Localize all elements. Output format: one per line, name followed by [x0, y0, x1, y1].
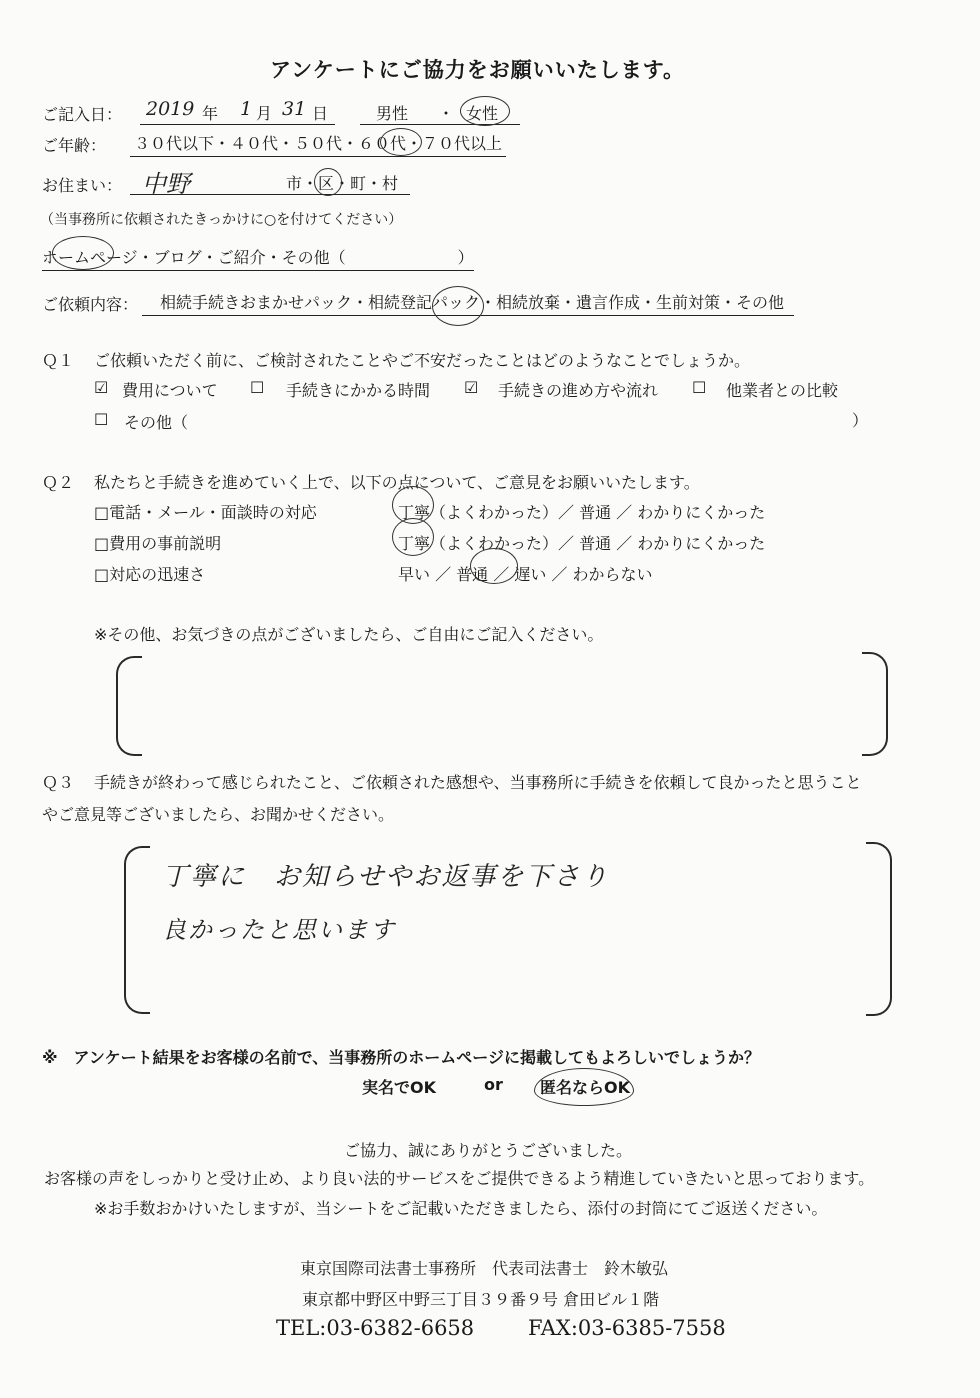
- date-label: ご記入日：: [42, 105, 123, 124]
- q3-answer-line2[interactable]: 良かったと思います: [162, 916, 396, 944]
- gender-male: 男性: [376, 104, 409, 123]
- office-fax: FAX:03-6385-7558: [528, 1316, 726, 1340]
- q3-answer-box-right[interactable]: [866, 842, 892, 1016]
- return-note: ※お手数おかけいたしますが、当シートをご記載いただきましたら、添付の封筒にてご返送ください。: [94, 1199, 828, 1218]
- q1-question: ご依頼いただく前に、ご検討されたことやご不安だったことはどのようなことでしょうか。: [94, 351, 751, 370]
- q1-opt5-label: その他（: [124, 413, 189, 432]
- q1-opt5-close-paren: ）: [852, 411, 869, 430]
- q2-row2-label: □費用の事前説明: [94, 534, 222, 553]
- gender-female: 女性: [466, 104, 499, 123]
- date-month: 1: [240, 98, 253, 120]
- q2-row1-label: □電話・メール・面談時の対応: [94, 503, 317, 522]
- q1-opt5-checkbox[interactable]: ☐: [94, 410, 109, 429]
- age-60s-circle: [380, 128, 422, 156]
- q2-comment-box-right[interactable]: [862, 652, 888, 756]
- date-day: 31: [282, 98, 307, 120]
- age-label: ご年齢：: [42, 136, 107, 155]
- q1-opt4-checkbox[interactable]: ☐: [692, 378, 707, 397]
- q1-opt2-label: 手続きにかかる時間: [286, 381, 431, 400]
- page-title: アンケートにご協力をお願いいたします。: [270, 58, 686, 82]
- q2-row2-circle: [392, 518, 434, 556]
- office-address: 東京都中野区中野三丁目３９番９号 倉田ビル１階: [302, 1290, 660, 1309]
- office-name: 東京国際司法書士事務所 代表司法書士 鈴木敏弘: [300, 1259, 669, 1278]
- thanks-text: ご協力、誠にありがとうございました。: [344, 1141, 633, 1160]
- request-registration-circle: [432, 286, 484, 326]
- address-units: 市・区・町・村: [286, 174, 399, 193]
- q2-other-note: ※その他、お気づきの点がございましたら、ご自由にご記入ください。: [94, 625, 604, 644]
- address-value: 中野: [142, 170, 190, 198]
- date-month-unit: 月: [256, 104, 273, 123]
- address-ward-circle: [314, 168, 342, 196]
- q2-row3-options: 早い ／ 普通 ／ 遅い ／ わからない: [398, 565, 653, 584]
- q1-opt4-label: 他業者との比較: [726, 381, 839, 400]
- q2-label: Ｑ２: [42, 473, 75, 492]
- date-year-unit: 年: [202, 104, 219, 123]
- publish-anonymous-option[interactable]: 匿名ならOK: [540, 1078, 631, 1097]
- q3-label: Ｑ３: [42, 773, 75, 792]
- publish-anonymous-circle: [534, 1068, 634, 1106]
- gender-female-circle: [460, 96, 510, 126]
- q1-label: Ｑ１: [42, 351, 75, 370]
- date-year: 2019: [146, 98, 195, 120]
- publish-real-name-option[interactable]: 実名でOK: [362, 1078, 437, 1097]
- publish-or: or: [484, 1075, 503, 1094]
- q2-row2-options: 丁寧（よくわかった）／ 普通 ／ わかりにくかった: [398, 534, 766, 553]
- q3-question-line1: 手続きが終わって感じられたこと、ご依頼された感想や、当事務所に手続きを依頼して良かったと思うこと: [94, 773, 862, 792]
- q2-comment-box-left[interactable]: [116, 656, 142, 756]
- q1-opt2-checkbox[interactable]: ☐: [250, 378, 265, 397]
- q1-opt1-label: 費用について: [122, 381, 218, 400]
- trigger-options: ホームページ・ブログ・ご紹介・その他（ ）: [42, 245, 474, 271]
- gender-sep: ・: [438, 104, 455, 123]
- date-day-unit: 日: [312, 104, 329, 123]
- q1-opt3-checkbox[interactable]: ☑: [464, 378, 479, 397]
- q3-question-line2: やご意見等ございましたら、お聞かせください。: [42, 805, 395, 824]
- q2-question: 私たちと手続きを進めていく上で、以下の点について、ご意見をお願いいたします。: [94, 473, 700, 492]
- q2-row3-circle: [470, 548, 518, 584]
- q2-row1-options: 丁寧（よくわかった）／ 普通 ／ わかりにくかった: [398, 503, 766, 522]
- office-tel: TEL:03-6382-6658: [276, 1316, 475, 1340]
- address-field: [130, 166, 410, 198]
- footer-message: お客様の声をしっかりと受け止め、より良い法的サービスをご提供できるよう精進していきたいと思っております。: [44, 1169, 875, 1188]
- request-options: 相続手続きおまかせパック・相続登記パック・相続放棄・遺言作成・生前対策・その他: [142, 290, 794, 316]
- q2-row3-label: □対応の迅速さ: [94, 565, 206, 584]
- date-field: [140, 100, 335, 125]
- trigger-note: （当事務所に依頼されたきっかけに○を付けてください）: [40, 212, 403, 228]
- trigger-homepage-circle: [52, 236, 114, 270]
- q3-answer-line1[interactable]: 丁寧に お知らせやお返事を下さり: [162, 862, 610, 892]
- publish-question: ※ アンケート結果をお客様の名前で、当事務所のホームページに掲載してもよろしいでしょうか？: [42, 1048, 760, 1067]
- age-options: ３０代以下・４０代・５０代・６０代・７０代以上: [130, 131, 506, 157]
- request-label: ご依頼内容：: [42, 295, 139, 314]
- address-label: お住まい：: [42, 176, 123, 195]
- q3-answer-box-left[interactable]: [124, 846, 150, 1014]
- q1-opt1-checkbox[interactable]: ☑: [94, 378, 109, 397]
- q1-opt3-label: 手続きの進め方や流れ: [498, 381, 659, 400]
